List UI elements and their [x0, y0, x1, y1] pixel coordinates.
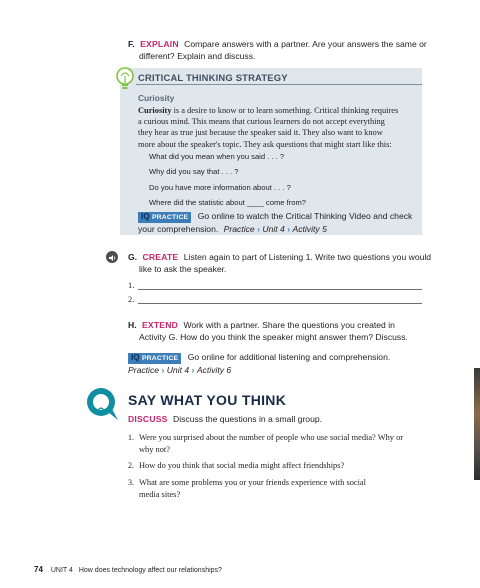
activity-text: Listen again to part of Listening 1. Write two questions you would — [183, 252, 432, 262]
list-item — [128, 477, 428, 501]
chevron-right-icon: › — [257, 224, 260, 234]
iq-label: IQ — [141, 212, 150, 221]
answer-line-1[interactable] — [138, 289, 422, 290]
footer-unit: UNIT 4 — [50, 567, 73, 574]
path-practice[interactable]: Practice — [128, 365, 160, 375]
activity-keyword: EXPLAIN — [140, 39, 179, 49]
discuss-instruction — [128, 413, 322, 425]
practice-label: PRACTICE — [141, 355, 179, 362]
activity-letter: G. — [128, 252, 138, 262]
answer-line-2[interactable] — [138, 303, 422, 304]
item-text: media sites? — [139, 490, 181, 499]
section-title: SAY WHAT YOU THINK — [128, 392, 287, 408]
practice-label: PRACTICE — [151, 214, 189, 221]
iq-label: IQ — [131, 353, 140, 362]
activity-keyword: EXTEND — [141, 320, 179, 330]
question-mark-glyph: ? — [97, 406, 105, 418]
strategy-heading: CRITICAL THINKING STRATEGY — [138, 72, 288, 83]
list-item — [128, 432, 428, 456]
strategy-term: Curiosity — [138, 106, 172, 115]
online-text: Go online for additional listening and comprehension. — [187, 352, 391, 362]
iq-practice-badge[interactable] — [138, 212, 191, 223]
item-text: why not? — [139, 445, 170, 454]
path-activity[interactable]: Activity 5 — [292, 224, 327, 234]
path-practice[interactable]: Practice — [223, 224, 255, 234]
online-text: your comprehension. — [138, 224, 219, 234]
chevron-right-icon: › — [161, 365, 165, 375]
activity-f — [128, 38, 428, 62]
heading-rule — [136, 84, 422, 85]
activity-g — [128, 251, 432, 275]
question-list — [149, 152, 306, 208]
activity-h-line2: Activity G. How do you think the speaker might answer them? Discuss. — [139, 332, 408, 342]
page-edge-photo — [474, 368, 480, 480]
activity-letter: H. — [128, 320, 137, 330]
question-item: Do you have more information about . . . ? — [149, 182, 291, 192]
item-number: 1. — [128, 433, 134, 442]
audio-icon[interactable] — [106, 251, 118, 263]
page-number: 74 — [34, 565, 43, 574]
strategy-body — [138, 105, 423, 150]
footer — [34, 565, 222, 574]
question-item: What did you mean when you said . . . ? — [149, 152, 285, 161]
item-text: How do you think that social media might affect friendships? — [139, 461, 345, 470]
item-text: What are some problems you or your friends experience with social — [139, 478, 366, 487]
footer-question: How does technology affect our relationships? — [78, 567, 222, 574]
activity-g-line2: like to ask the speaker. — [139, 264, 227, 274]
list-item — [128, 460, 428, 472]
activity-letter: F. — [128, 39, 135, 49]
strategy-subheading: Curiosity — [138, 93, 175, 103]
body-line: is a desire to know or to learn something. Critical thinking requires — [171, 106, 399, 115]
activity-f-line1 — [128, 38, 428, 50]
activity-keyword: CREATE — [142, 252, 179, 262]
discussion-list — [128, 432, 428, 501]
chevron-right-icon: › — [191, 365, 195, 375]
item-text: Were you surprised about the number of people who use social media? Why or — [139, 433, 404, 442]
path-activity[interactable]: Activity 6 — [196, 365, 232, 375]
online-text: Go online to watch the Critical Thinking Video and check — [197, 211, 413, 221]
activity-keyword: DISCUSS — [128, 414, 168, 424]
activity-f-line2: different? Explain and discuss. — [139, 51, 256, 61]
activity-text: Compare answers with a partner. Are your answers the same or — [184, 39, 427, 49]
question-item: Where did the statistic about ____ come from? — [149, 198, 307, 208]
body-line: a curious mind. This means that curious learners do not accept everything — [138, 117, 385, 127]
chevron-right-icon: › — [287, 224, 291, 234]
lightbulb-icon — [114, 66, 136, 90]
body-line: they hear as true just because the speaker said it. They also want to know — [138, 128, 383, 138]
answer-number-1: 1. — [128, 281, 135, 290]
item-number: 2. — [128, 461, 134, 470]
item-number: 3. — [128, 478, 134, 487]
path-unit[interactable]: Unit 4 — [166, 365, 190, 375]
activity-h — [128, 319, 428, 343]
instruction-text: Discuss the questions in a small group. — [173, 414, 323, 424]
answer-number-2: 2. — [128, 295, 135, 304]
activity-text: Work with a partner. Share the questions you created in — [183, 320, 395, 330]
iq-practice-badge[interactable] — [128, 353, 181, 364]
path-unit[interactable]: Unit 4 — [262, 224, 285, 234]
online-practice-1 — [138, 210, 423, 235]
question-item: Why did you say that . . . ? — [149, 167, 239, 177]
online-practice-2 — [128, 351, 428, 376]
body-line: more about the speaker's topic. They ask questions that might start like this: — [138, 139, 392, 149]
